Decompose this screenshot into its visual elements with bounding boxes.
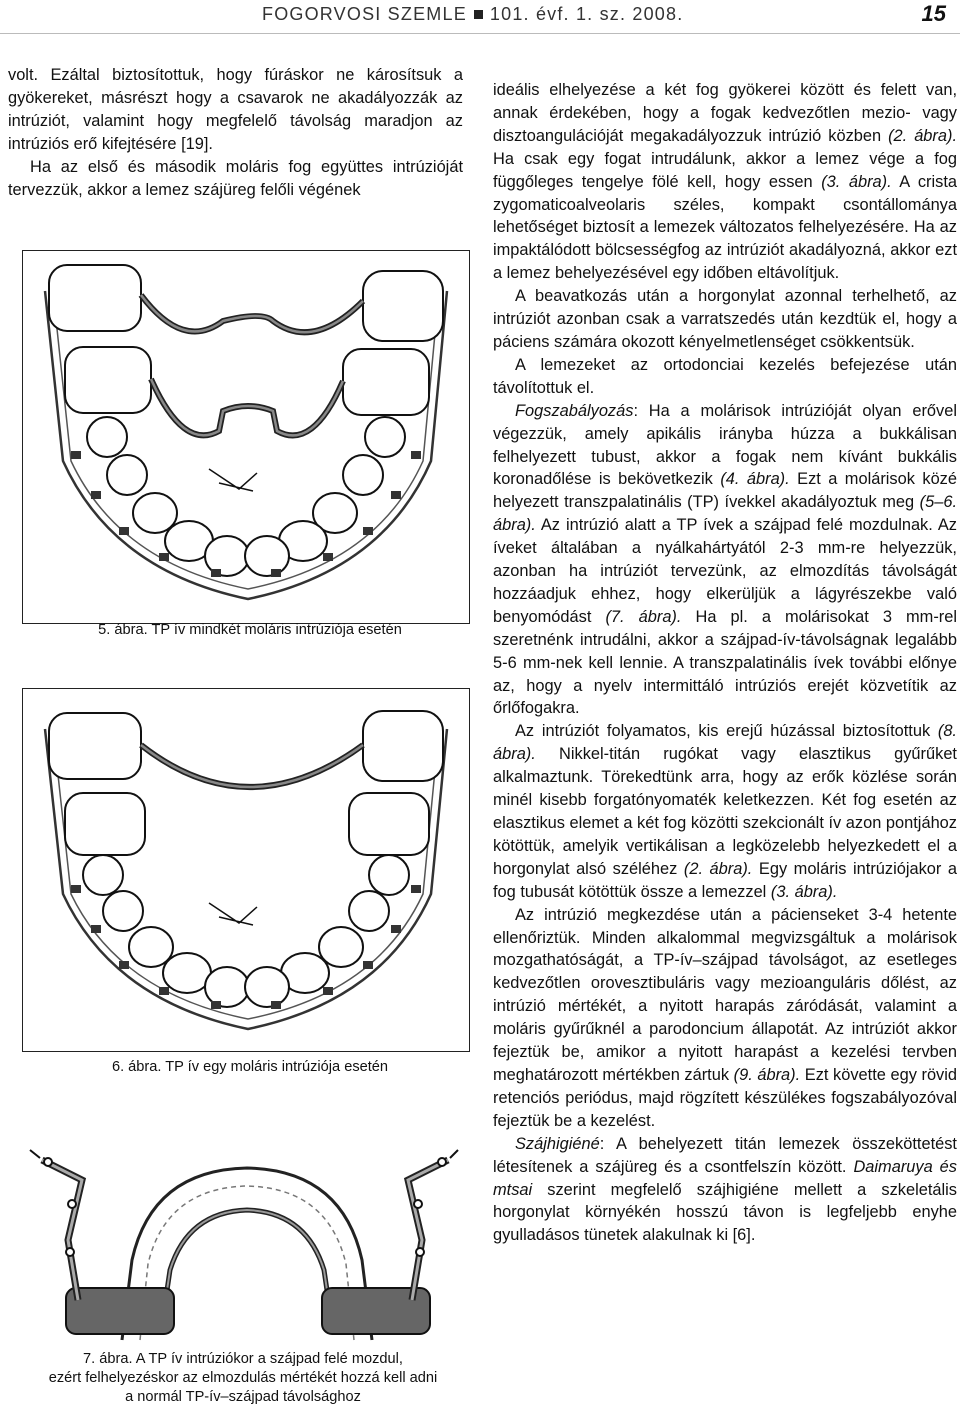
figure-ref: (4. ábra). bbox=[720, 470, 790, 489]
issue-info: 101. évf. 1. sz. 2008. bbox=[489, 4, 684, 24]
right-paragraph-6 bbox=[493, 904, 957, 1133]
right-paragraph-3: A lemezeket az ortodonciai kezelés befejezése után távolítottuk el. bbox=[493, 355, 957, 397]
right-paragraph-5 bbox=[493, 720, 957, 903]
figure-ref: (9. ábra). bbox=[733, 1065, 801, 1084]
text-span: : Ha a molárisok intrúzióját olyan erővel végezzük, amely apikális irányba húzza a bukkálisan felhelyezett tubust, akkor a fogak nem kívánt bukkális koronadőlése is bekövetkezik bbox=[493, 401, 957, 489]
page-number: 15 bbox=[921, 1, 946, 26]
text-span: Egy moláris intrúziójakor a fog tubusát kötöttük össze a lemezzel bbox=[493, 859, 958, 901]
figure-ref: (2. ábra). bbox=[888, 126, 958, 145]
figure-5-caption: 5. ábra. TP ív mindkét moláris intrúziója esetén bbox=[98, 622, 402, 638]
figure-7-caption-line-2: ezért felhelyezéskor az elmozdulás mértékét hozzá kell adni bbox=[48, 1370, 438, 1386]
section-term: Fogszabályozás bbox=[515, 401, 634, 420]
section-term: Szájhigiéné bbox=[515, 1134, 600, 1153]
text-span: Ha pl. a molárisokat 3 mm-rel szeretnénk intrudálni, akkor a szájpad-ív-távolságnak legalább 5-6 mm-nek kell lennie. A transzpalatinális ívek további előnye az, hogy a nyelv intermittáló intrúziós erejét közvetítik az őrlőfogakra. bbox=[493, 607, 957, 718]
figure-ref: (2. ábra). bbox=[683, 859, 753, 878]
figure-6-illustration bbox=[22, 688, 470, 1052]
right-paragraph-1 bbox=[493, 79, 957, 285]
text-span: Az intrúzió alatt a TP ívek a szájpad felé mozdulnak. Az íveket általában a nyálkahártyától 2-3 mm-re helyezzük, azonban ha intrúziót tervezünk, az elmozdítás távolságát hozzáadjuk ehhez, hogy elkerüljük a lágyrészekbe való benyomódást bbox=[493, 516, 957, 626]
text-span: Nikkel-titán rugókat vagy elasztikus gyűrűket alkalmaztunk. Törekedtünk arra, hogy az erők közlése során minél kisebb forgatónyomaték keletkezzen. Két fog esetén az elasztikus elemet a két fog közötti szekcionált ív azon pontjához kötöttük, amelyik vertikálisan a legközelebb helyezkedett el a horgonylat alsó széléhez bbox=[493, 745, 957, 878]
journal-title: FOGORVOSI SZEMLE bbox=[262, 4, 467, 24]
figure-7-caption-line-1: 7. ábra. A TP ív intrúziókor a szájpad felé mozdul, bbox=[83, 1351, 403, 1367]
text-span: Ha csak egy fogat intrudálunk, akkor a lemez vége a fog függőleges tengelye fölé kell, hogy essen bbox=[493, 149, 957, 191]
right-column bbox=[493, 79, 957, 1247]
text-span: szerint megfelelő szájhigiéne mellett a szkeletális horgonylat környékén hosszú távon is legfeljebb enyhe gyulladásos tünetek alakulnak ki [6]. bbox=[493, 1180, 957, 1245]
text-span: Az intrúzió megkezdése után a pácienseket 3-4 hetente ellenőriztük. Minden alkalommal megvizsgáltuk a molárisok mozgathatóságát, a TP-ív–szájpad távolságot, az esetleges kedvezőtlen orovesztibuláris vagy mezioanguláris dőlést, az intrúzió mértékét, a nyitott harapás záródását, valamint a moláris gyűrűknél a parodoncium állapotát. Az intrúziót akkor fejeztük be, amikor a nyitott harapást a kezelési tervben meghatározott mértékben zártuk bbox=[493, 905, 957, 1084]
right-paragraph-4 bbox=[493, 400, 957, 721]
text-span: Ezt a molárisok közé helyezett transzpalatinális (TP) ívekkel akadályoztuk meg bbox=[493, 470, 957, 512]
text-span: A crista zygomaticoalveolaris széles, kompakt csontállománya lehetőséget biztosít a lemezek változatos felhelyezésére. Ha az impaktálódott bölcsességfog az intrúziót akadályozná, akkor ezt a lemez behelyezésével egy időben eltávolítjuk. bbox=[493, 172, 958, 283]
left-paragraph-2: Ha az első és második moláris fog együttes intrúzióját tervezzük, akkor a lemez szájüreg felőli végének bbox=[8, 157, 463, 199]
figure-ref: (3. ábra). bbox=[770, 882, 838, 901]
figure-ref: (8. ábra). bbox=[493, 722, 957, 764]
left-paragraph-1: volt. Ezáltal biztosítottuk, hogy fúráskor ne károsítsuk a gyökereket, másrészt hogy a csavarok ne akadályozzák az intrúziót, valamint hogy megfelelő távolság maradjon az intrúziós erő kifejtésére [19]. bbox=[8, 66, 463, 153]
figure-ref: (5–6. ábra). bbox=[493, 493, 957, 535]
text-span: Ezt követte egy rövid retenciós periódus, majd rögzített készülékes fogszabályozóval fejeztük be a kezelést. bbox=[493, 1065, 958, 1130]
page-header bbox=[0, 0, 960, 34]
figure-7-caption-line-3: a normál TP-ív–szájpad távolsághoz bbox=[125, 1389, 361, 1405]
text-span: ideális elhelyezése a két fog gyökerei között és felett van, annak érdekében, hogy a fogak kedvezőtlen mezio- vagy disztoangulációját megakadályozzuk intrúzió közben bbox=[493, 81, 957, 145]
figure-5-illustration bbox=[22, 250, 470, 624]
figure-7-caption bbox=[8, 1350, 478, 1407]
right-paragraph-2: A beavatkozás után a horgonylat azonnal terhelhető, az intrúziót azonban csak a varratszedés után kezdtük el, hogy a páciens számára okozott kényelmetlenséget csökkentsük. bbox=[493, 287, 957, 351]
text-span: Az intrúziót folyamatos, kis erejű húzással biztosítottuk bbox=[515, 722, 938, 741]
running-header bbox=[262, 4, 683, 25]
text-span: : A behelyezett titán lemezek összeköttetést létesítenek a szájüreg és a csontfelszín között. bbox=[493, 1134, 957, 1176]
figure-ref: (3. ábra). bbox=[821, 172, 892, 191]
separator-square bbox=[474, 10, 483, 19]
right-paragraph-7 bbox=[493, 1133, 957, 1248]
author-ref: Daimaruya és mtsai bbox=[493, 1157, 957, 1199]
left-column bbox=[8, 64, 463, 201]
figure-6-caption: 6. ábra. TP ív egy moláris intrúziója esetén bbox=[111, 1059, 389, 1075]
header-rule bbox=[0, 33, 960, 34]
figure-ref: (7. ábra). bbox=[605, 607, 682, 626]
figure-7-illustration bbox=[22, 1140, 468, 1352]
